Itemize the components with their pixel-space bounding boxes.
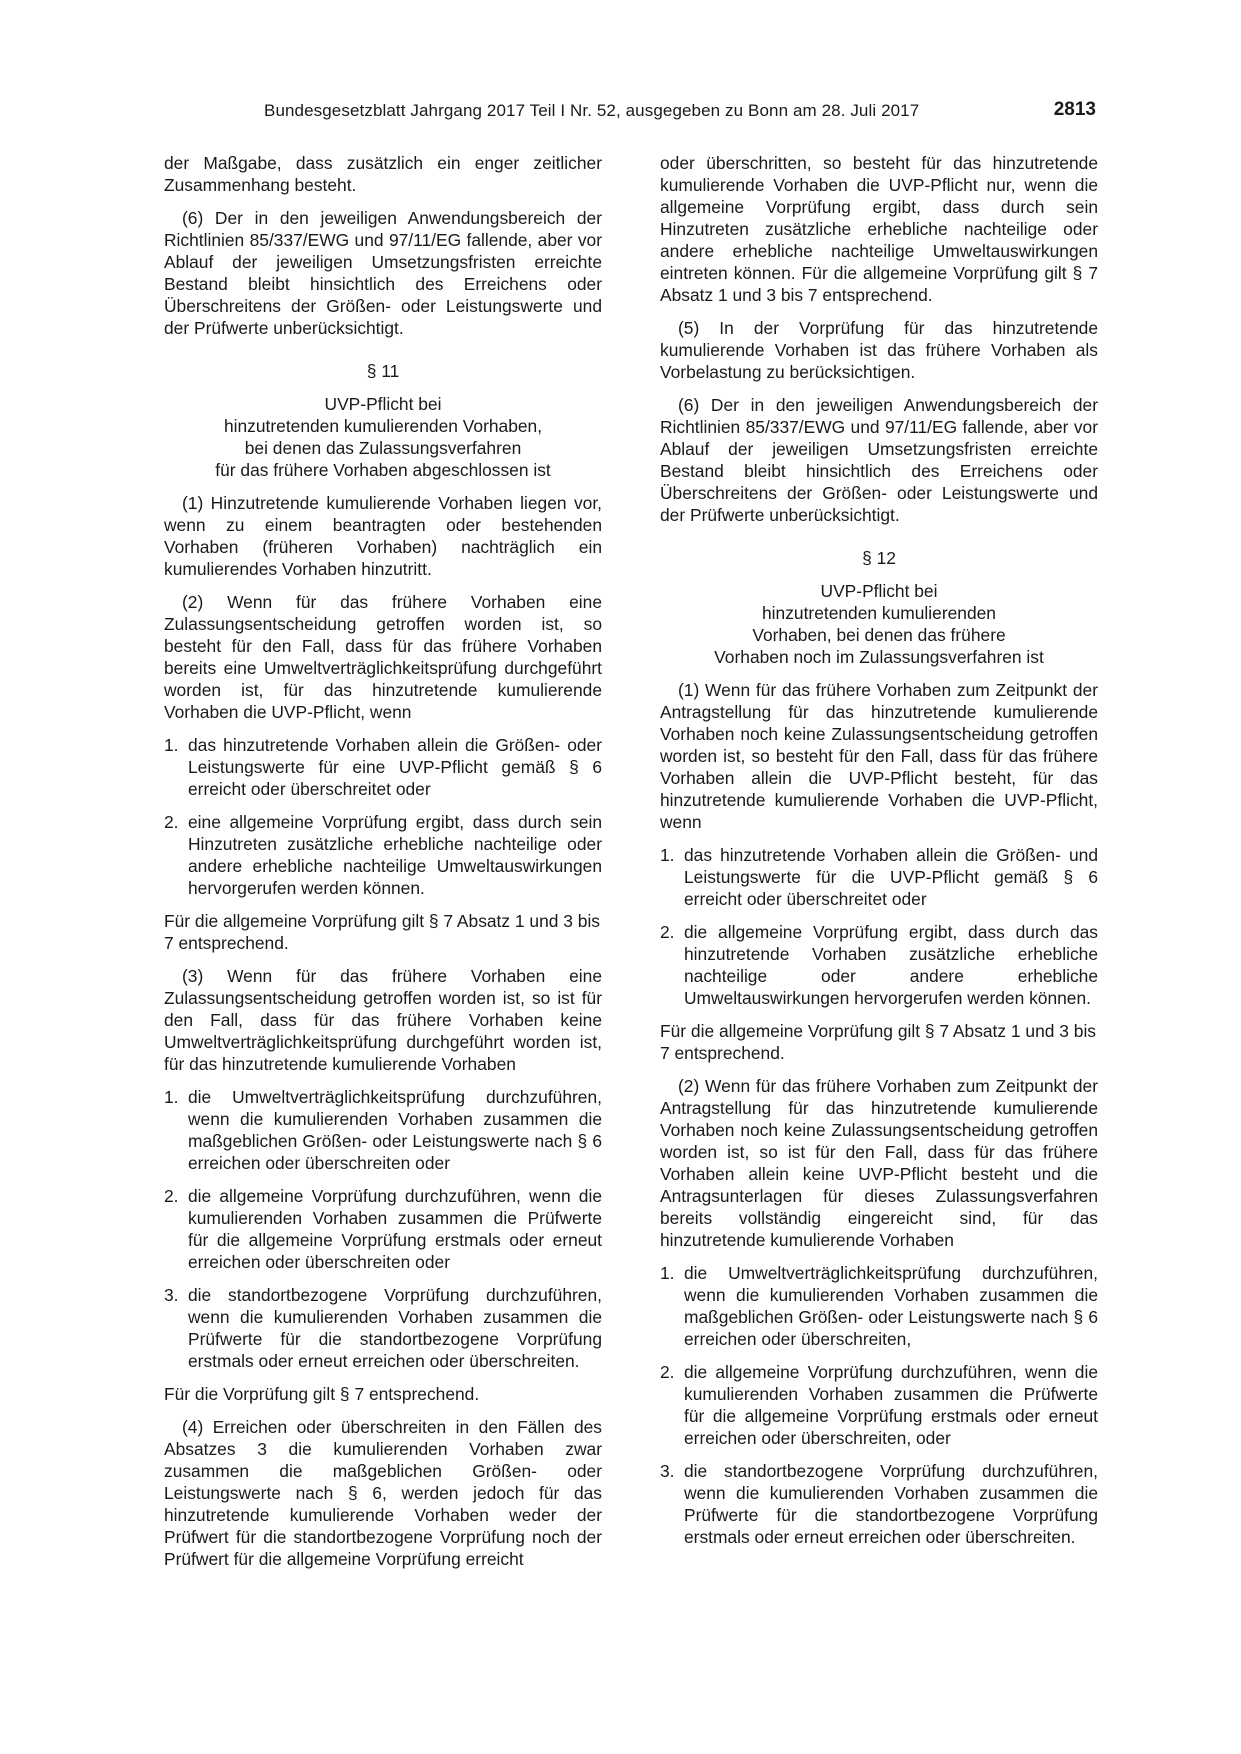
list-item-text: die allgemeine Vorprüfung durchzuführen, wenn die kumulierenden Vorhaben zusammen die Prüfwerte für die allgemeine Vorprüfung erstmals oder erneut erreichen oder überschreiten oder	[188, 1186, 602, 1272]
paragraph-6: (6) Der in den jeweiligen Anwendungsbereich der Richtlinien 85/337/EWG und 97/11/EG fallende, aber vor Ablauf der jeweiligen Umsetzungsfristen erreichte Bestand bleibt hinsichtlich des Erreichens oder Überschreitens der Größen- oder Leistungswerte und der Prüfwerte unberücksichtigt.	[164, 208, 602, 338]
section-title-line: Vorhaben noch im Zulassungsverfahren ist	[714, 647, 1044, 667]
list-number: 3.	[164, 1285, 179, 1305]
section-number-12: § 12	[862, 548, 896, 568]
list-item-text: die standortbezogene Vorprüfung durchzuführen, wenn die kumulierenden Vorhaben zusammen die Prüfwerte für die standortbezogene Vorprüfung erstmals oder erneut erreichen oder überschreiten.	[188, 1285, 602, 1371]
list-number: 1.	[164, 1087, 179, 1107]
page-header	[164, 100, 1096, 126]
paragraph-after-list: Für die allgemeine Vorprüfung gilt § 7 Absatz 1 und 3 bis 7 entsprechend.	[164, 911, 601, 953]
left-column	[164, 152, 602, 1581]
paragraph-2: (2) Wenn für das frühere Vorhaben zum Zeitpunkt der Antragstellung für das hinzutretende kumulierende Vorhaben noch keine Zulassungsentscheidung getroffen worden ist, so ist für den Fall, dass für das frühere Vorhaben allein keine UVP-Pflicht besteht und die Antragsunterlagen für dieses Zulassungsverfahren bereits vollständig eingereicht sind, für das hinzutretende kumulierende Vorhaben	[660, 1076, 1098, 1250]
list-number: 2.	[164, 1186, 179, 1206]
paragraph-5: (5) In der Vorprüfung für das hinzutretende kumulierende Vorhaben ist das frühere Vorhaben als Vorbelastung zu berücksichtigen.	[660, 318, 1098, 382]
list-item-text: das hinzutretende Vorhaben allein die Größen- oder Leistungswerte für eine UVP-Pflicht gemäß § 6 erreicht oder überschreitet oder	[188, 735, 602, 799]
paragraph-after-list: Für die Vorprüfung gilt § 7 entsprechend.	[164, 1384, 480, 1404]
list-item	[660, 1262, 1098, 1350]
list-item	[164, 1185, 602, 1273]
list-item-text: die Umweltverträglichkeitsprüfung durchzuführen, wenn die kumulierenden Vorhaben zusammen die maßgeblichen Größen- oder Leistungswerte nach § 6 erreichen oder überschreiten,	[684, 1263, 1098, 1349]
right-column	[660, 152, 1098, 1559]
list-item-text: die allgemeine Vorprüfung durchzuführen, wenn die kumulierenden Vorhaben zusammen die Prüfwerte für die allgemeine Vorprüfung erstmals oder erneut erreichen oder überschreiten, oder	[684, 1362, 1098, 1448]
paragraph-6: (6) Der in den jeweiligen Anwendungsbereich der Richtlinien 85/337/EWG und 97/11/EG fallende, aber vor Ablauf der jeweiligen Umsetzungsfristen erreichte Bestand bleibt hinsichtlich des Erreichens oder Überschreitens der Größen- oder Leistungswerte und der Prüfwerte unberücksichtigt.	[660, 395, 1098, 525]
list-item-text: die allgemeine Vorprüfung ergibt, dass durch das hinzutretende Vorhaben zusätzliche erhebliche nachteilige oder andere erhebliche Umweltauswirkungen hervorgerufen werden können.	[684, 922, 1098, 1008]
list-number: 2.	[660, 1362, 675, 1382]
section-title-line: für das frühere Vorhaben abgeschlossen ist	[215, 460, 551, 480]
list-item	[164, 734, 602, 800]
list-item	[660, 844, 1098, 910]
list-number: 1.	[164, 735, 179, 755]
list-number: 2.	[164, 812, 179, 832]
numbered-list	[660, 1262, 1098, 1548]
section-title-line: Vorhaben, bei denen das frühere	[752, 625, 1006, 645]
section-title-12	[660, 580, 1098, 668]
numbered-list	[164, 1086, 602, 1372]
section-title-line: UVP-Pflicht bei	[324, 394, 442, 414]
list-item	[164, 811, 602, 899]
running-header: Bundesgesetzblatt Jahrgang 2017 Teil I Nr. 52, ausgegeben zu Bonn am 28. Juli 2017	[264, 101, 920, 120]
paragraph-4: (4) Erreichen oder überschreiten in den Fällen des Absatzes 3 die kumulierenden Vorhaben zwar zusammen die maßgeblichen Größen- oder Leistungswerte nach § 6, werden jedoch für das hinzutretende kumulierende Vorhaben weder der Prüfwert für die standortbezogene Vorprüfung noch der Prüfwert für die allgemeine Vorprüfung erreicht	[164, 1417, 602, 1569]
paragraph-2: (2) Wenn für das frühere Vorhaben eine Zulassungsentscheidung getroffen worden ist, so besteht für den Fall, dass für das frühere Vorhaben bereits eine Umweltverträglichkeitsprüfung durchgeführt worden ist, für das hinzutretende kumulierende Vorhaben die UVP-Pflicht, wenn	[164, 592, 602, 722]
paragraph-1: (1) Hinzutretende kumulierende Vorhaben liegen vor, wenn zu einem beantragten oder bestehenden Vorhaben (früheren Vorhaben) nachträglich ein kumulierendes Vorhaben hinzutritt.	[164, 493, 602, 579]
list-number: 1.	[660, 845, 675, 865]
list-item-text: eine allgemeine Vorprüfung ergibt, dass durch sein Hinzutreten zusätzliche erhebliche nachteilige oder andere erhebliche nachteilige Umweltauswirkungen hervorgerufen werden können.	[188, 812, 602, 898]
paragraph-3: (3) Wenn für das frühere Vorhaben eine Zulassungsentscheidung getroffen worden ist, so ist für den Fall, dass für das frühere Vorhaben keine Umweltverträglichkeitsprüfung durchgeführt worden ist, für das hinzutretende kumulierende Vorhaben	[164, 966, 602, 1074]
numbered-list	[660, 844, 1098, 1009]
page-number: 2813	[1053, 99, 1096, 120]
list-item	[164, 1284, 602, 1372]
paragraph-4-continued: oder überschritten, so besteht für das hinzutretende kumulierende Vorhaben die UVP-Pflicht nur, wenn die allgemeine Vorprüfung ergibt, dass durch sein Hinzutreten zusätzliche erhebliche nachteilige oder andere erhebliche nachteilige Umweltauswirkungen eintreten können. Für die allgemeine Vorprüfung gilt § 7 Absatz 1 und 3 bis 7 entsprechend.	[660, 153, 1098, 305]
section-title-line: bei denen das Zulassungsverfahren	[244, 438, 522, 458]
paragraph-1: (1) Wenn für das frühere Vorhaben zum Zeitpunkt der Antragstellung für das hinzutretende kumulierende Vorhaben noch keine Zulassungsentscheidung getroffen worden ist, so besteht für den Fall, dass für das frühere Vorhaben allein die UVP-Pflicht besteht, für das hinzutretende kumulierende Vorhaben die UVP-Pflicht, wenn	[660, 680, 1098, 832]
list-item-text: das hinzutretende Vorhaben allein die Größen- und Leistungswerte für die UVP-Pflicht gemäß § 6 erreicht oder überschreitet oder	[684, 845, 1098, 909]
section-title-11	[164, 393, 602, 481]
section-title-line: hinzutretenden kumulierenden	[762, 603, 996, 623]
paragraph-after-list: Für die allgemeine Vorprüfung gilt § 7 Absatz 1 und 3 bis 7 entsprechend.	[660, 1021, 1097, 1063]
list-item-text: die Umweltverträglichkeitsprüfung durchzuführen, wenn die kumulierenden Vorhaben zusammen die maßgeblichen Größen- oder Leistungswerte nach § 6 erreichen oder überschreiten oder	[188, 1087, 602, 1173]
section-title-line: hinzutretenden kumulierenden Vorhaben,	[223, 416, 543, 436]
section-number-11: § 11	[366, 361, 400, 381]
list-number: 3.	[660, 1461, 675, 1481]
list-number: 2.	[660, 922, 675, 942]
list-item-text: die standortbezogene Vorprüfung durchzuführen, wenn die kumulierenden Vorhaben zusammen die Prüfwerte für die standortbezogene Vorprüfung erstmals oder erneut erreichen oder überschreiten.	[684, 1461, 1098, 1547]
list-item	[660, 1460, 1098, 1548]
section-title-line: UVP-Pflicht bei	[820, 581, 938, 601]
list-item	[660, 921, 1098, 1009]
paragraph-continued: der Maßgabe, dass zusätzlich ein enger zeitlicher Zusammenhang besteht.	[164, 153, 602, 195]
numbered-list	[164, 734, 602, 899]
list-item	[164, 1086, 602, 1174]
list-item	[660, 1361, 1098, 1449]
list-number: 1.	[660, 1263, 675, 1283]
